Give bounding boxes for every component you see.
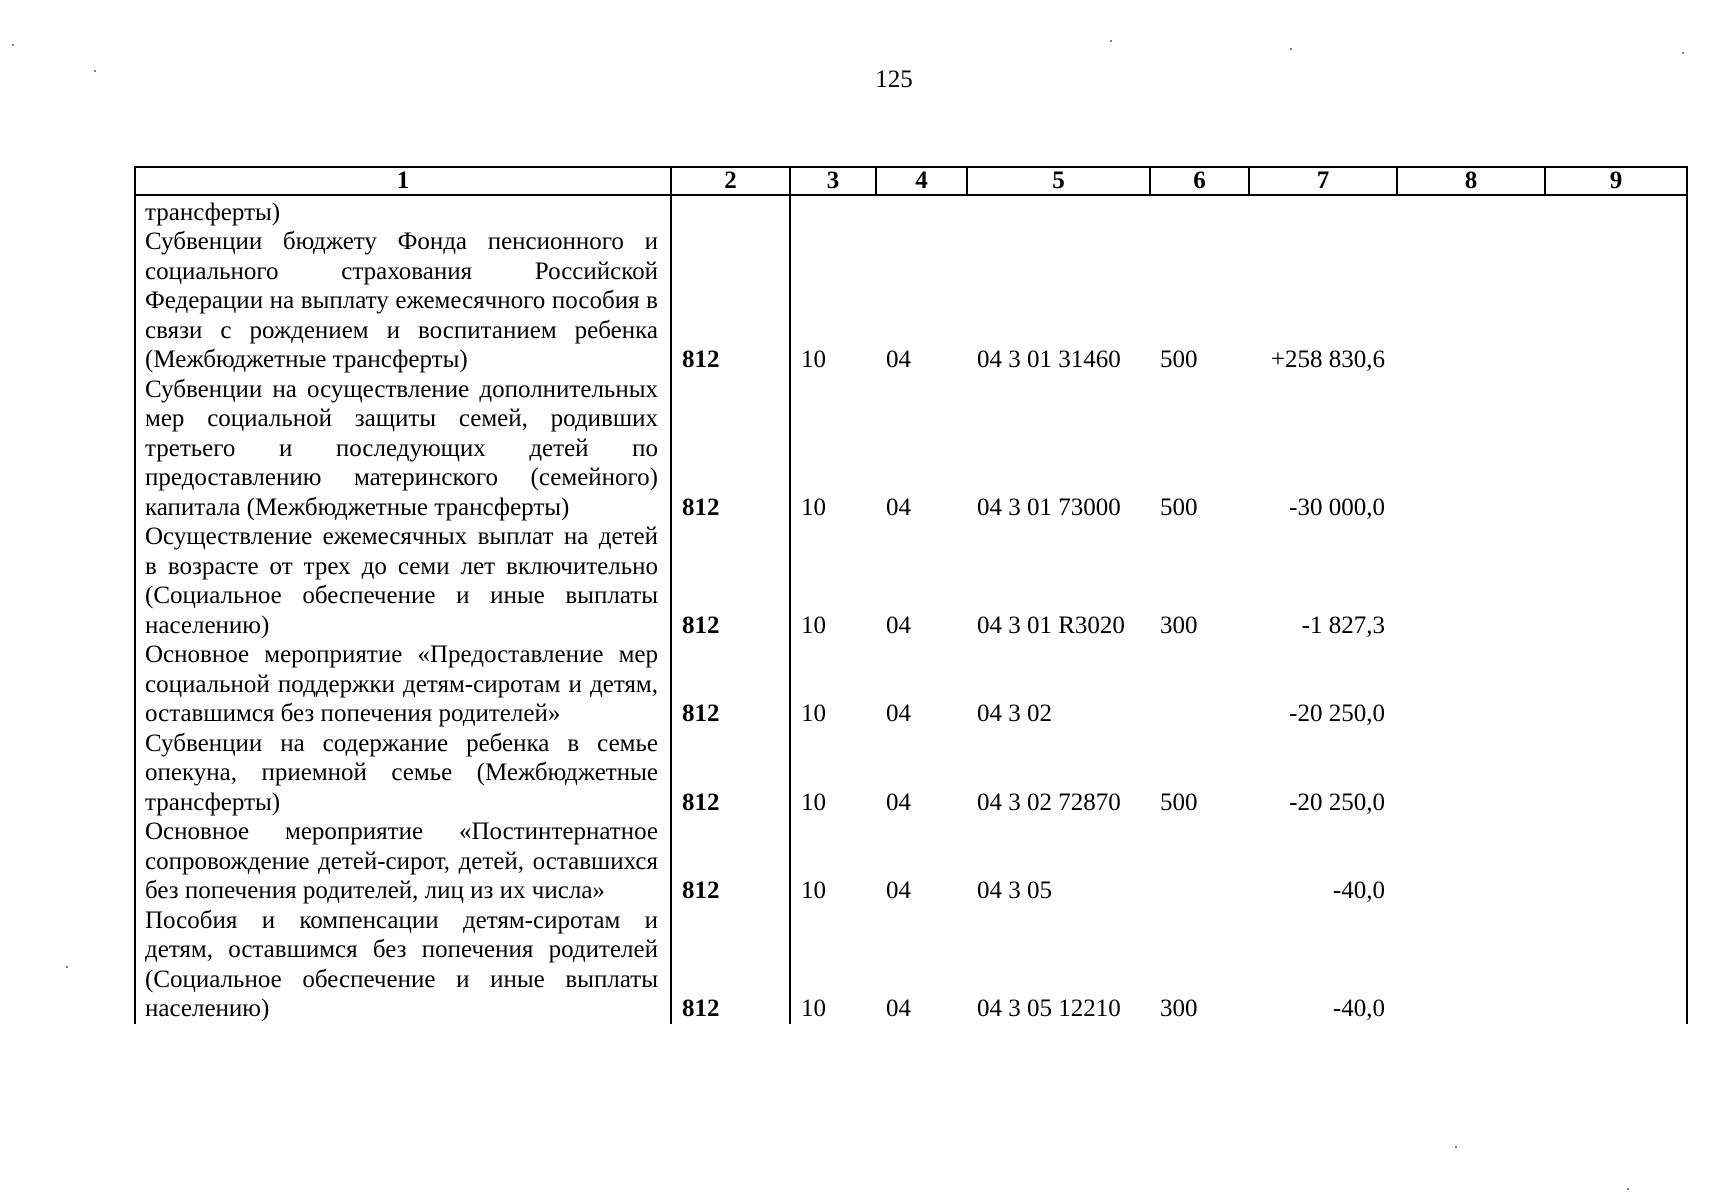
table-row <box>135 817 1687 906</box>
cell-expense-type: 300 <box>1160 611 1198 639</box>
cell-subsection: 04 <box>886 700 911 727</box>
cell-admin-code: 812 <box>671 729 790 818</box>
budget-table <box>134 166 1688 1024</box>
cell-col9 <box>1545 227 1687 375</box>
header-col-3: 3 <box>790 167 876 195</box>
cell-amount: -20 250,0 <box>1289 700 1385 727</box>
cell-admin-code <box>671 195 790 227</box>
table-row <box>135 640 1687 729</box>
cell-subsection: 04 <box>886 346 911 373</box>
cell-expense-type: 500 <box>1160 346 1198 373</box>
cell-admin-code: 812 <box>671 375 790 523</box>
cell-subsection: 04 <box>886 788 911 816</box>
cell-expense-type <box>1150 817 1249 906</box>
cell-admin-code: 812 <box>671 640 790 729</box>
table-row <box>135 375 1687 523</box>
cell-col8 <box>1397 195 1545 227</box>
cell-section <box>790 195 876 227</box>
scan-speck <box>1290 48 1292 50</box>
table-body <box>135 195 1687 1024</box>
cell-target-code: 04 3 01 73000 <box>977 493 1121 521</box>
cell-col9 <box>1545 522 1687 640</box>
header-col-5: 5 <box>967 167 1150 195</box>
scan-speck <box>12 44 14 46</box>
header-col-2: 2 <box>671 167 790 195</box>
table-row <box>135 227 1687 375</box>
cell-target-code: 04 3 01 R3020 <box>977 611 1125 639</box>
cell-col9 <box>1545 817 1687 906</box>
header-col-4: 4 <box>876 167 967 195</box>
cell-target-code: 04 3 05 <box>977 877 1052 904</box>
cell-col9 <box>1545 640 1687 729</box>
cell-target-code: 04 3 01 31460 <box>977 346 1121 373</box>
cell-expense-type: 500 <box>1160 493 1198 521</box>
page-number: 125 <box>875 66 913 93</box>
scan-speck <box>1455 1146 1457 1148</box>
table-row <box>135 729 1687 818</box>
cell-target-code: 04 3 05 12210 <box>977 995 1121 1022</box>
cell-description: Субвенции бюджету Фонда пенсионного и социального страхования Российской Федерации на выплату ежемесячного пособия в связи с рождением и воспитанием ребенка (Межбюджетные трансферты) <box>135 227 671 375</box>
cell-subsection: 04 <box>886 493 911 521</box>
cell-subsection: 04 <box>886 995 911 1022</box>
cell-col8 <box>1397 522 1545 640</box>
cell-description: трансферты) <box>135 195 671 227</box>
cell-subsection: 04 <box>886 611 911 639</box>
cell-description: Пособия и компенсации детям-сиротам и детям, оставшимся без попечения родителей (Социальное обеспечение и иные выплаты населению) <box>135 906 671 1024</box>
header-row <box>135 167 1687 195</box>
cell-section: 10 <box>790 227 876 375</box>
cell-section: 10 <box>790 906 876 1024</box>
scan-speck <box>1110 40 1112 42</box>
cell-expense-type: 300 <box>1160 995 1198 1022</box>
header-col-6: 6 <box>1150 167 1249 195</box>
cell-col9 <box>1545 195 1687 227</box>
cell-description: Субвенции на содержание ребенка в семье опекуна, приемной семье (Межбюджетные трансферты) <box>135 729 671 818</box>
cell-admin-code: 812 <box>671 906 790 1024</box>
table-row <box>135 522 1687 640</box>
cell-col8 <box>1397 817 1545 906</box>
cell-col8 <box>1397 906 1545 1024</box>
scan-speck <box>94 70 96 72</box>
cell-amount <box>1249 195 1397 227</box>
header-col-7: 7 <box>1249 167 1397 195</box>
cell-section: 10 <box>790 375 876 523</box>
cell-amount: -30 000,0 <box>1289 493 1385 521</box>
scan-speck <box>1682 52 1684 54</box>
cell-description: Субвенции на осуществление дополнительных мер социальной защиты семей, родивших третьего и последующих детей по предоставлению материнского (семейного) капитала (Межбюджетные трансферты) <box>135 375 671 523</box>
scan-speck <box>1627 1188 1629 1190</box>
cell-section: 10 <box>790 640 876 729</box>
cell-amount: -1 827,3 <box>1301 611 1385 639</box>
cell-description: Основное мероприятие «Постинтернатное сопровождение детей-сирот, детей, оставшихся без попечения родителей, лиц из их числа» <box>135 817 671 906</box>
cell-col9 <box>1545 375 1687 523</box>
cell-col8 <box>1397 375 1545 523</box>
table-row <box>135 906 1687 1024</box>
cell-admin-code: 812 <box>671 227 790 375</box>
cell-amount: -40,0 <box>1332 877 1385 904</box>
cell-amount: +258 830,6 <box>1270 346 1385 373</box>
cell-target-code: 04 3 02 <box>977 700 1052 727</box>
header-col-8: 8 <box>1397 167 1545 195</box>
cell-description: Осуществление ежемесячных выплат на детей в возрасте от трех до семи лет включительно (Социальное обеспечение и иные выплаты населению) <box>135 522 671 640</box>
cell-col8 <box>1397 640 1545 729</box>
cell-section: 10 <box>790 729 876 818</box>
cell-col8 <box>1397 729 1545 818</box>
header-col-9: 9 <box>1545 167 1687 195</box>
cell-expense-type <box>1150 195 1249 227</box>
cell-expense-type <box>1150 640 1249 729</box>
cell-section: 10 <box>790 817 876 906</box>
cell-subsection <box>876 195 967 227</box>
cell-col8 <box>1397 227 1545 375</box>
cell-admin-code: 812 <box>671 522 790 640</box>
cell-amount: -20 250,0 <box>1289 788 1385 816</box>
cell-expense-type: 500 <box>1160 788 1198 816</box>
cell-target-code <box>967 195 1150 227</box>
cell-section: 10 <box>790 522 876 640</box>
cell-col9 <box>1545 729 1687 818</box>
cell-subsection: 04 <box>886 877 911 904</box>
cell-admin-code: 812 <box>671 817 790 906</box>
cell-col9 <box>1545 906 1687 1024</box>
cell-description: Основное мероприятие «Предоставление мер социальной поддержки детям-сиротам и детям, оставшимся без попечения родителей» <box>135 640 671 729</box>
scan-speck <box>66 966 68 968</box>
cell-target-code: 04 3 02 72870 <box>977 788 1121 816</box>
table-row <box>135 195 1687 227</box>
cell-amount: -40,0 <box>1332 995 1385 1022</box>
header-col-1: 1 <box>135 167 671 195</box>
